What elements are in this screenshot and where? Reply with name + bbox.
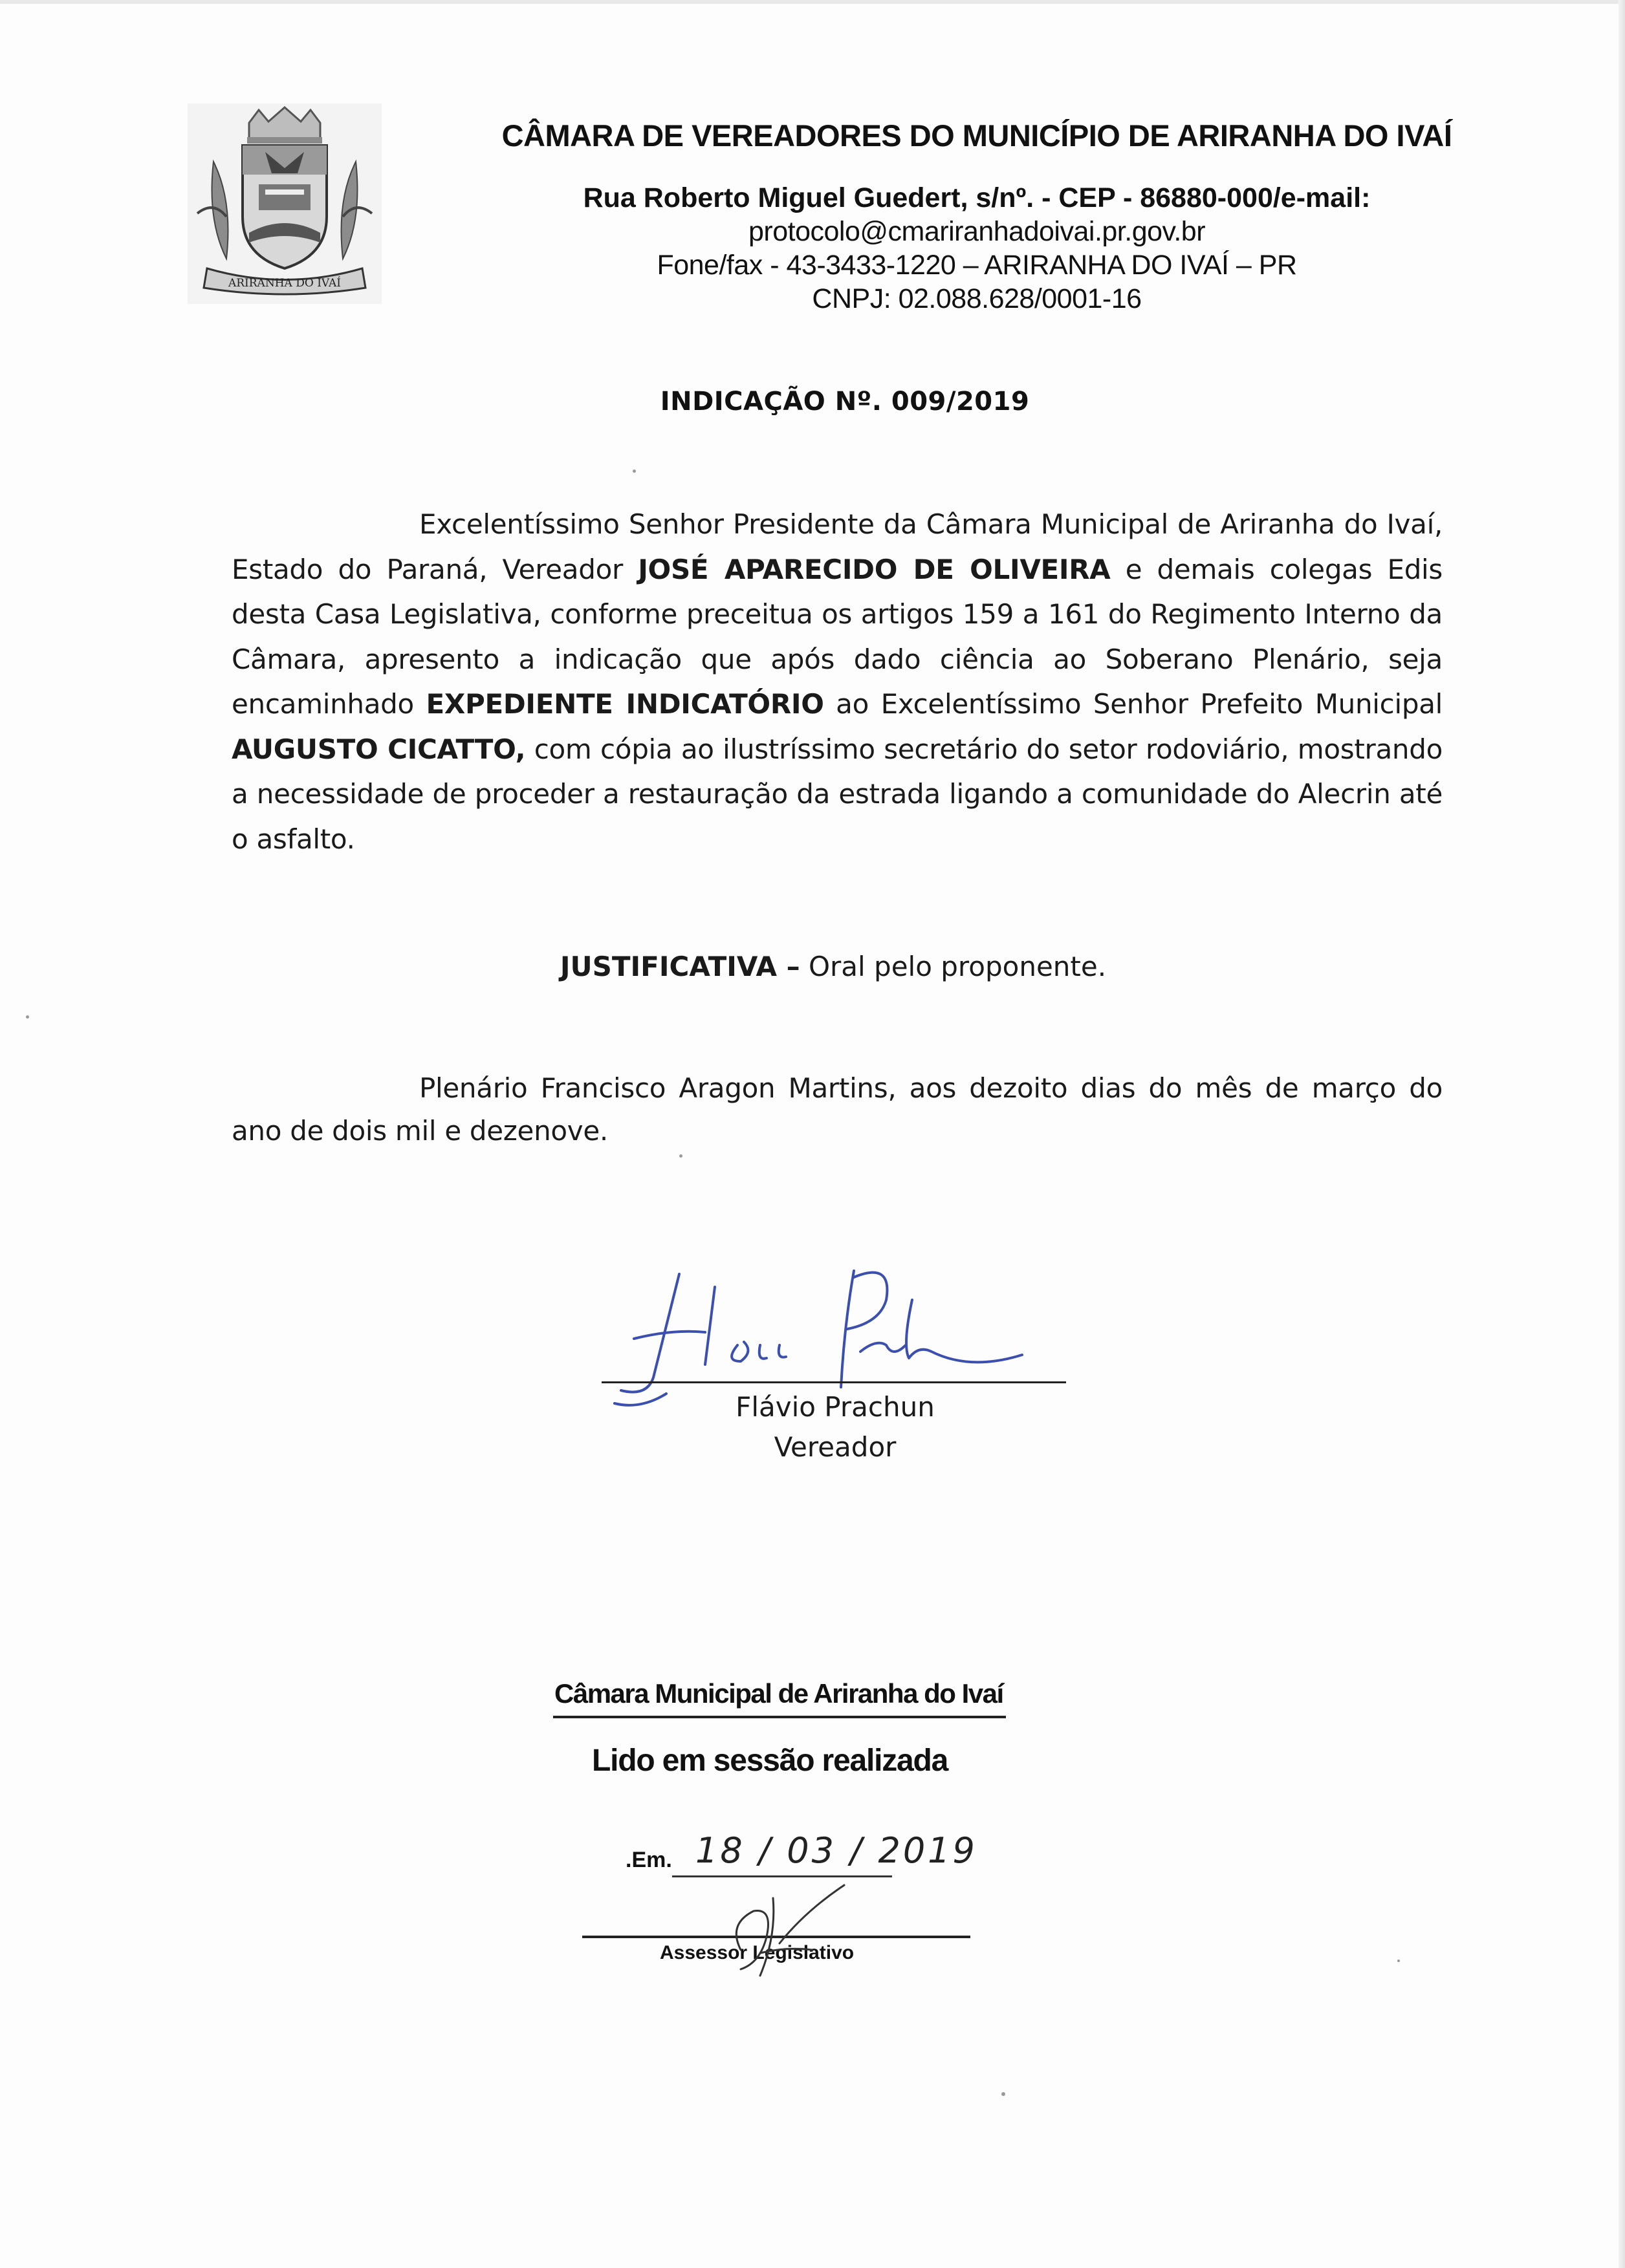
- letterhead-email: protocolo@cmariranhadoivai.pr.gov.br: [748, 216, 1206, 247]
- letterhead: [492, 116, 1462, 316]
- body-text-4: com cópia ao ilustríssimo secretário do setor rodoviário, mostrando a necessidade de proceder a restauração da estrada ligando a comunidade do Alecrin até o asfalto.: [232, 733, 1443, 855]
- body-text-3: ao Excelentíssimo Senhor Prefeito Municipal: [823, 688, 1443, 720]
- crest-label: ARIRANHA DO IVAÍ: [228, 277, 342, 290]
- stamp-chamber-name: Câmara Municipal de Ariranha do Ivaí: [554, 1678, 1003, 1709]
- letterhead-phone: Fone/fax - 43-3433-1220 – ARIRANHA DO IVAÍ – PR: [657, 250, 1297, 281]
- scan-speck: [1397, 1960, 1400, 1962]
- scan-speck: [1001, 2092, 1005, 2096]
- justification: [0, 951, 1625, 982]
- signature-line: [602, 1381, 1066, 1383]
- stamp-handwritten-signature: [715, 1872, 857, 1982]
- document-number: [0, 387, 1625, 416]
- scan-edge: [0, 0, 1625, 4]
- scan-speck: [633, 470, 636, 473]
- justification-label: JUSTIFICATIVA –: [560, 951, 800, 982]
- stamp-em-label: .Em.: [626, 1848, 672, 1872]
- document-number-text: INDICAÇÃO Nº. 009/2019: [660, 387, 1030, 416]
- president-name: JOSÉ APARECIDO DE OLIVEIRA: [638, 553, 1111, 585]
- reading-stamp: [553, 1678, 1019, 2014]
- scan-speck: [26, 1015, 29, 1019]
- stamp-underline: [553, 1716, 1006, 1718]
- closing-text: Plenário Francisco Aragon Martins, aos dezoito dias do mês de março do ano de dois mil e dezenove.: [232, 1072, 1443, 1147]
- scan-edge: [1619, 0, 1625, 2268]
- justification-text: Oral pelo proponente.: [800, 951, 1107, 982]
- body-paragraph: [232, 502, 1443, 861]
- stamp-date: 18 / 03 / 2019: [695, 1830, 977, 1871]
- body-text-2: e demais colegas Edis desta Casa Legislativa, conforme preceitua os artigos 159 a 161 do Regimento Interno da Câmara, apresento a indicação que após dado ciência ao Soberano Plenário, seja encaminhado: [232, 553, 1443, 720]
- signatory-role: Vereador: [774, 1431, 897, 1463]
- stamp-session-text: Lido em sessão realizada: [592, 1744, 948, 1778]
- signatory-name: Flávio Prachun: [736, 1391, 935, 1423]
- expediente-label: EXPEDIENTE INDICATÓRIO: [426, 688, 824, 720]
- body-text-1: Excelentíssimo Senhor Presidente da Câmara Municipal de Ariranha do Ivaí, Estado do Paraná, Vereador: [232, 508, 1443, 585]
- letterhead-address: Rua Roberto Miguel Guedert, s/nº. - CEP - 86880-000/e-mail:: [583, 182, 1371, 213]
- scan-speck: [679, 1154, 682, 1158]
- signatory-block: [602, 1387, 1066, 1467]
- mayor-name: AUGUSTO CICATTO,: [232, 733, 526, 765]
- closing-paragraph: [232, 1067, 1443, 1152]
- letterhead-title: CÂMARA DE VEREADORES DO MUNICÍPIO DE ARIRANHA DO IVAÍ: [501, 118, 1452, 153]
- letterhead-cnpj: CNPJ: 02.088.628/0001-16: [812, 283, 1142, 314]
- justification-line: [560, 951, 1106, 982]
- stamp-role: Assessor Legislativo: [660, 1942, 855, 1963]
- municipal-crest-logo: [188, 103, 382, 304]
